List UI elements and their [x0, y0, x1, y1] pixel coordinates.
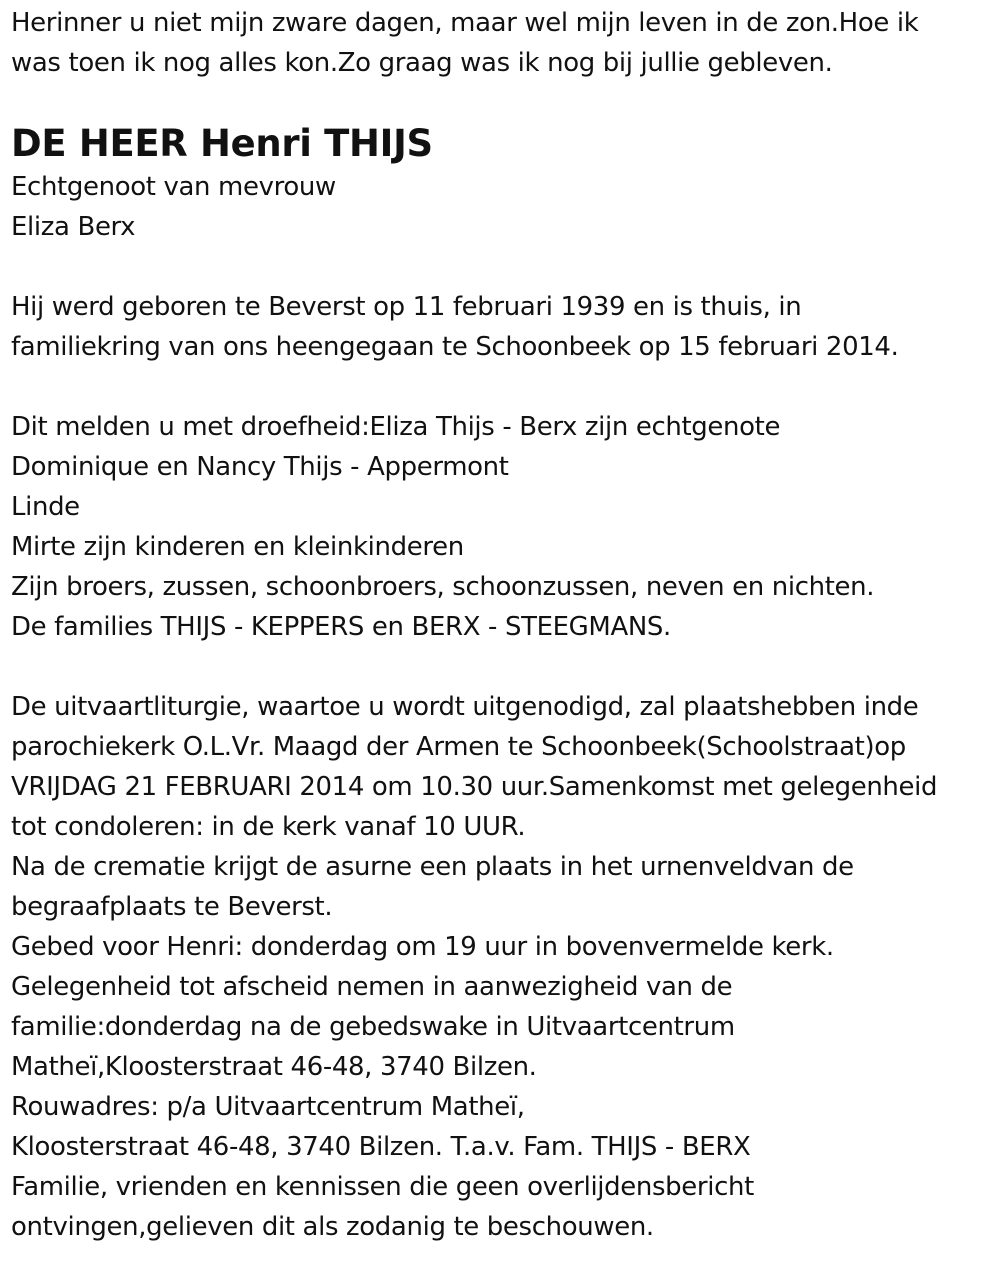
spacer	[11, 247, 991, 287]
mourners-block	[11, 407, 991, 647]
funeral-line: parochiekerk O.L.Vr. Maagd der Armen te Schoonbeek(Schoolstraat)op	[11, 732, 906, 762]
motto-line: Herinner u niet mijn zware dagen, maar wel mijn leven in de zon.Hoe ik	[11, 8, 919, 38]
spacer	[11, 367, 991, 407]
funeral-line: Na de crematie krijgt de asurne een plaats in het urnenveldvan de	[11, 852, 854, 882]
mourners-line: Linde	[11, 492, 80, 522]
spacer	[11, 647, 991, 687]
funeral-line: De uitvaartliturgie, waartoe u wordt uitgenodigd, zal plaatshebben inde	[11, 692, 919, 722]
funeral-line: begraafplaats te Beverst.	[11, 892, 333, 922]
mourners-line: Dominique en Nancy Thijs - Appermont	[11, 452, 509, 482]
funeral-block	[11, 687, 991, 1247]
funeral-line: Matheï,Kloosterstraat 46-48, 3740 Bilzen.	[11, 1052, 537, 1082]
mourners-line: Dit melden u met droefheid:Eliza Thijs - Berx zijn echtgenote	[11, 412, 781, 442]
deceased-name: DE HEER Henri THIJS	[11, 122, 433, 165]
birth-death-block	[11, 287, 991, 367]
funeral-line: Rouwadres: p/a Uitvaartcentrum Matheï,	[11, 1092, 525, 1122]
motto-line: was toen ik nog alles kon.Zo graag was ik nog bij jullie gebleven.	[11, 48, 833, 78]
funeral-line: Gebed voor Henri: donderdag om 19 uur in bovenvermelde kerk.	[11, 932, 834, 962]
funeral-line: VRIJDAG 21 FEBRUARI 2014 om 10.30 uur.Samenkomst met gelegenheid	[11, 772, 938, 802]
funeral-line: familie:donderdag na de gebedswake in Uitvaartcentrum	[11, 1012, 735, 1042]
motto	[11, 3, 991, 83]
spouse-block	[11, 167, 991, 247]
mourners-line: Zijn broers, zussen, schoonbroers, schoonzussen, neven en nichten.	[11, 572, 875, 602]
funeral-line: Familie, vrienden en kennissen die geen overlijdensbericht	[11, 1172, 754, 1202]
death-notice	[11, 3, 991, 1247]
birth-death-line: Hij werd geboren te Beverst op 11 februari 1939 en is thuis, in	[11, 292, 802, 322]
mourners-line: De families THIJS - KEPPERS en BERX - STEEGMANS.	[11, 612, 671, 642]
funeral-line: tot condoleren: in de kerk vanaf 10 UUR.	[11, 812, 526, 842]
funeral-line: Kloosterstraat 46-48, 3740 Bilzen. T.a.v. Fam. THIJS - BERX	[11, 1132, 751, 1162]
birth-death-line: familiekring van ons heengegaan te Schoonbeek op 15 februari 2014.	[11, 332, 899, 362]
mourners-line: Mirte zijn kinderen en kleinkinderen	[11, 532, 464, 562]
spouse-line: Echtgenoot van mevrouw	[11, 172, 336, 202]
funeral-line: Gelegenheid tot afscheid nemen in aanwezigheid van de	[11, 972, 733, 1002]
funeral-line: ontvingen,gelieven dit als zodanig te beschouwen.	[11, 1212, 654, 1242]
spouse-line: Eliza Berx	[11, 212, 136, 242]
